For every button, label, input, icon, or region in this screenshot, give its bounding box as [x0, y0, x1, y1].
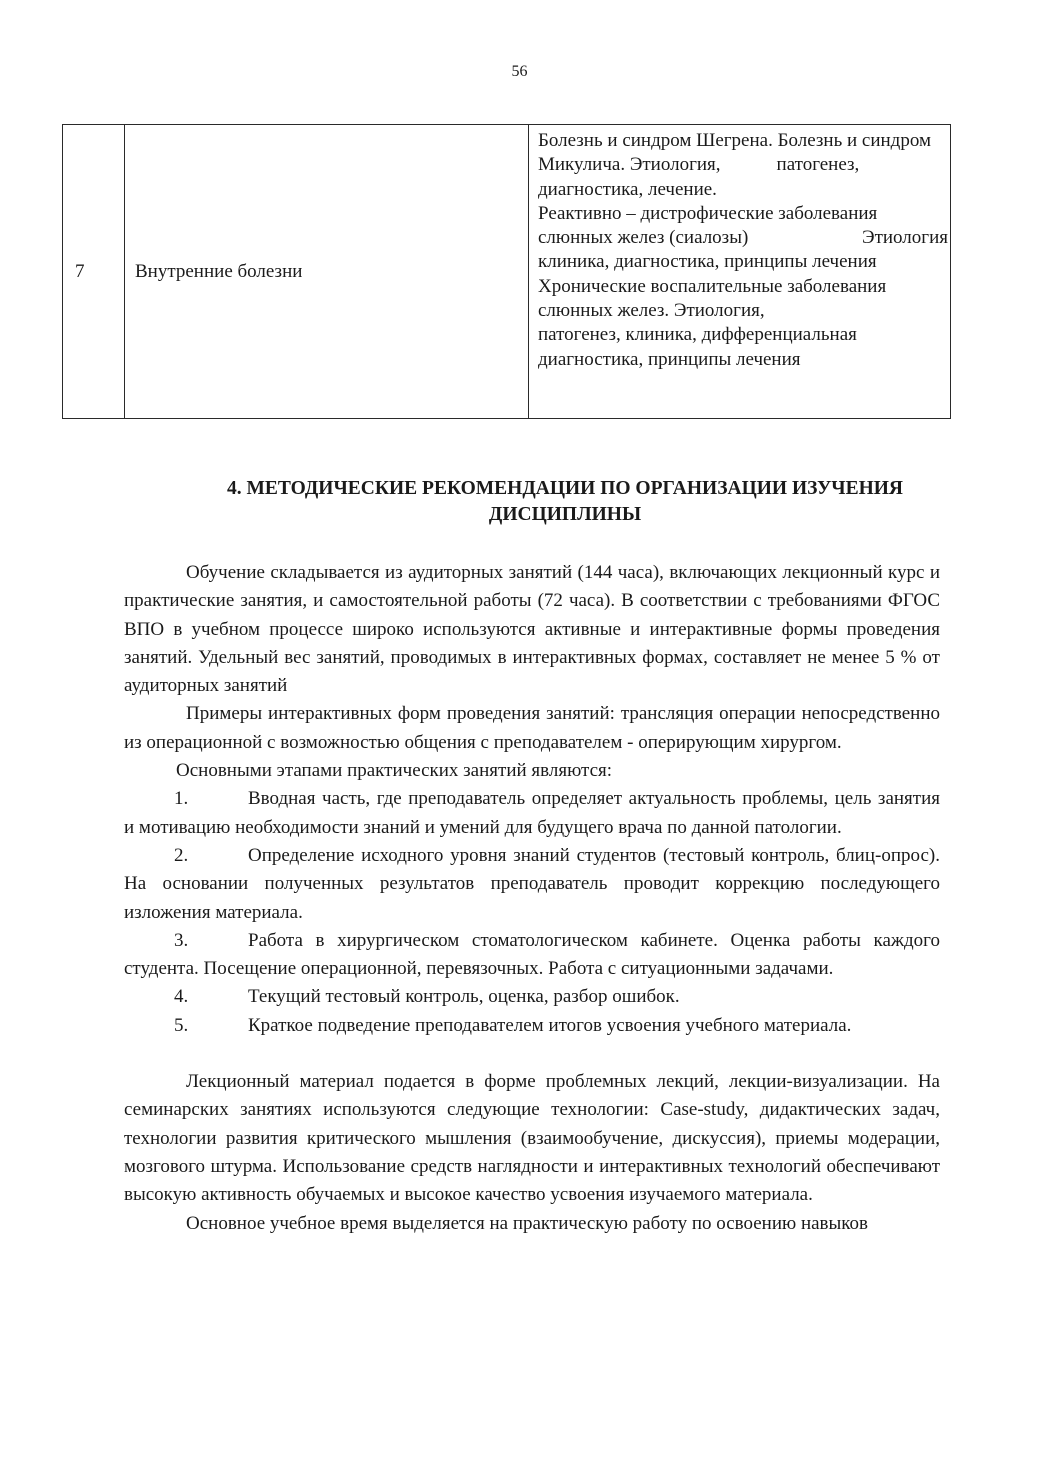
section-body — [124, 559, 940, 1238]
list-item-text: Работа в хирургическом стоматологическом кабинете. Оценка работы каждого студента. Посещение операционной, перевязочных. Работа с ситуационными задачами. — [124, 929, 940, 980]
section-heading — [180, 476, 950, 528]
list-item-number: 2. — [174, 844, 189, 866]
list-item-text: Текущий тестовый контроль, оценка, разбор ошибок. — [248, 986, 680, 1008]
content-line: Реактивно – дистрофические заболевания — [538, 202, 878, 224]
list-item — [124, 927, 940, 984]
content-line-part: слюнных желез (сиалозы) — [538, 227, 749, 249]
content-line — [538, 153, 948, 177]
paragraph: Лекционный материал подается в форме проблемных лекций, лекции-визуализации. На семинарских занятиях используются следующие технологии: Case-study, дидактических задач, технологии развития критического мышления (взаимообучение, дискуссия), приемы модерации, мозгового штурма. Использование средств наглядности и интерактивных технологий обеспечивают высокую активность обучаемых и высокое качество усвоения изучаемого материала. — [124, 1071, 940, 1206]
discipline-name-cell: Внутренние болезни — [125, 125, 529, 419]
row-number-cell: 7 — [63, 125, 125, 419]
section-heading-line: ДИСЦИПЛИНЫ — [488, 504, 642, 525]
content-line: слюнных желез. Этиология, — [538, 300, 765, 322]
content-line: Болезнь и синдром Шегрена. Болезнь и синдром — [538, 130, 931, 151]
content-line — [538, 226, 948, 250]
paragraph: Основное учебное время выделяется на практическую работу по освоению навыков — [186, 1212, 869, 1234]
list-item — [124, 1012, 940, 1040]
paragraph: Примеры интерактивных форм проведения занятий: трансляция операции непосредственно из операционной с возможностью общения с преподавателем - оперирующим хирургом. — [124, 703, 940, 753]
topic-content-cell — [529, 125, 951, 419]
curriculum-table — [62, 124, 951, 419]
list-item-text: Краткое подведение преподавателем итогов усвоения учебного материала. — [248, 1014, 852, 1036]
content-line: диагностика, принципы лечения — [538, 348, 801, 370]
content-line: Хронические воспалительные заболевания — [538, 275, 887, 297]
page-number: 56 — [511, 63, 528, 80]
paragraph-spacer — [124, 1040, 940, 1068]
list-item — [124, 842, 940, 927]
content-line: диагностика, лечение. — [538, 178, 717, 200]
list-item-text: Вводная часть, где преподаватель определяет актуальность проблемы, цель занятия и мотивацию необходимости знаний и умений для будущего врача по данной патологии. — [124, 788, 940, 838]
content-line: патогенез, клиника, дифференциальная — [538, 324, 857, 346]
stages-intro: Основными этапами практических занятий являются: — [176, 760, 613, 782]
list-item-number: 4. — [174, 986, 189, 1008]
list-item-number: 5. — [174, 1014, 189, 1036]
content-line: клиника, диагностика, принципы лечения — [538, 251, 877, 273]
section-heading-line: 4. МЕТОДИЧЕСКИЕ РЕКОМЕНДАЦИИ ПО ОРГАНИЗАЦИИ ИЗУЧЕНИЯ — [227, 478, 903, 499]
list-item-number: 3. — [174, 929, 189, 951]
content-line-part: Микулича. Этиология, — [538, 154, 721, 176]
content-line-part: Этиология — [862, 227, 948, 249]
content-line-part: патогенез, — [776, 154, 860, 176]
table-row — [63, 125, 951, 419]
list-item — [124, 785, 940, 842]
list-item-text: Определение исходного уровня знаний студентов (тестовый контроль, блиц-опрос). На основании полученных результатов преподаватель проводит коррекцию последующего изложения материала. — [124, 844, 940, 923]
paragraph: Обучение складывается из аудиторных занятий (144 часа), включающих лекционный курс и практические занятия, и самостоятельной работы (72 часа). В соответствии с требованиями ФГОС ВПО в учебном процессе широко используются активные и интерактивные формы проведения занятий. Удельный вес занятий, проводимых в интерактивных формах, составляет не менее 5 % от аудиторных занятий — [124, 562, 940, 697]
list-item-number: 1. — [174, 788, 189, 810]
list-item — [124, 983, 940, 1011]
